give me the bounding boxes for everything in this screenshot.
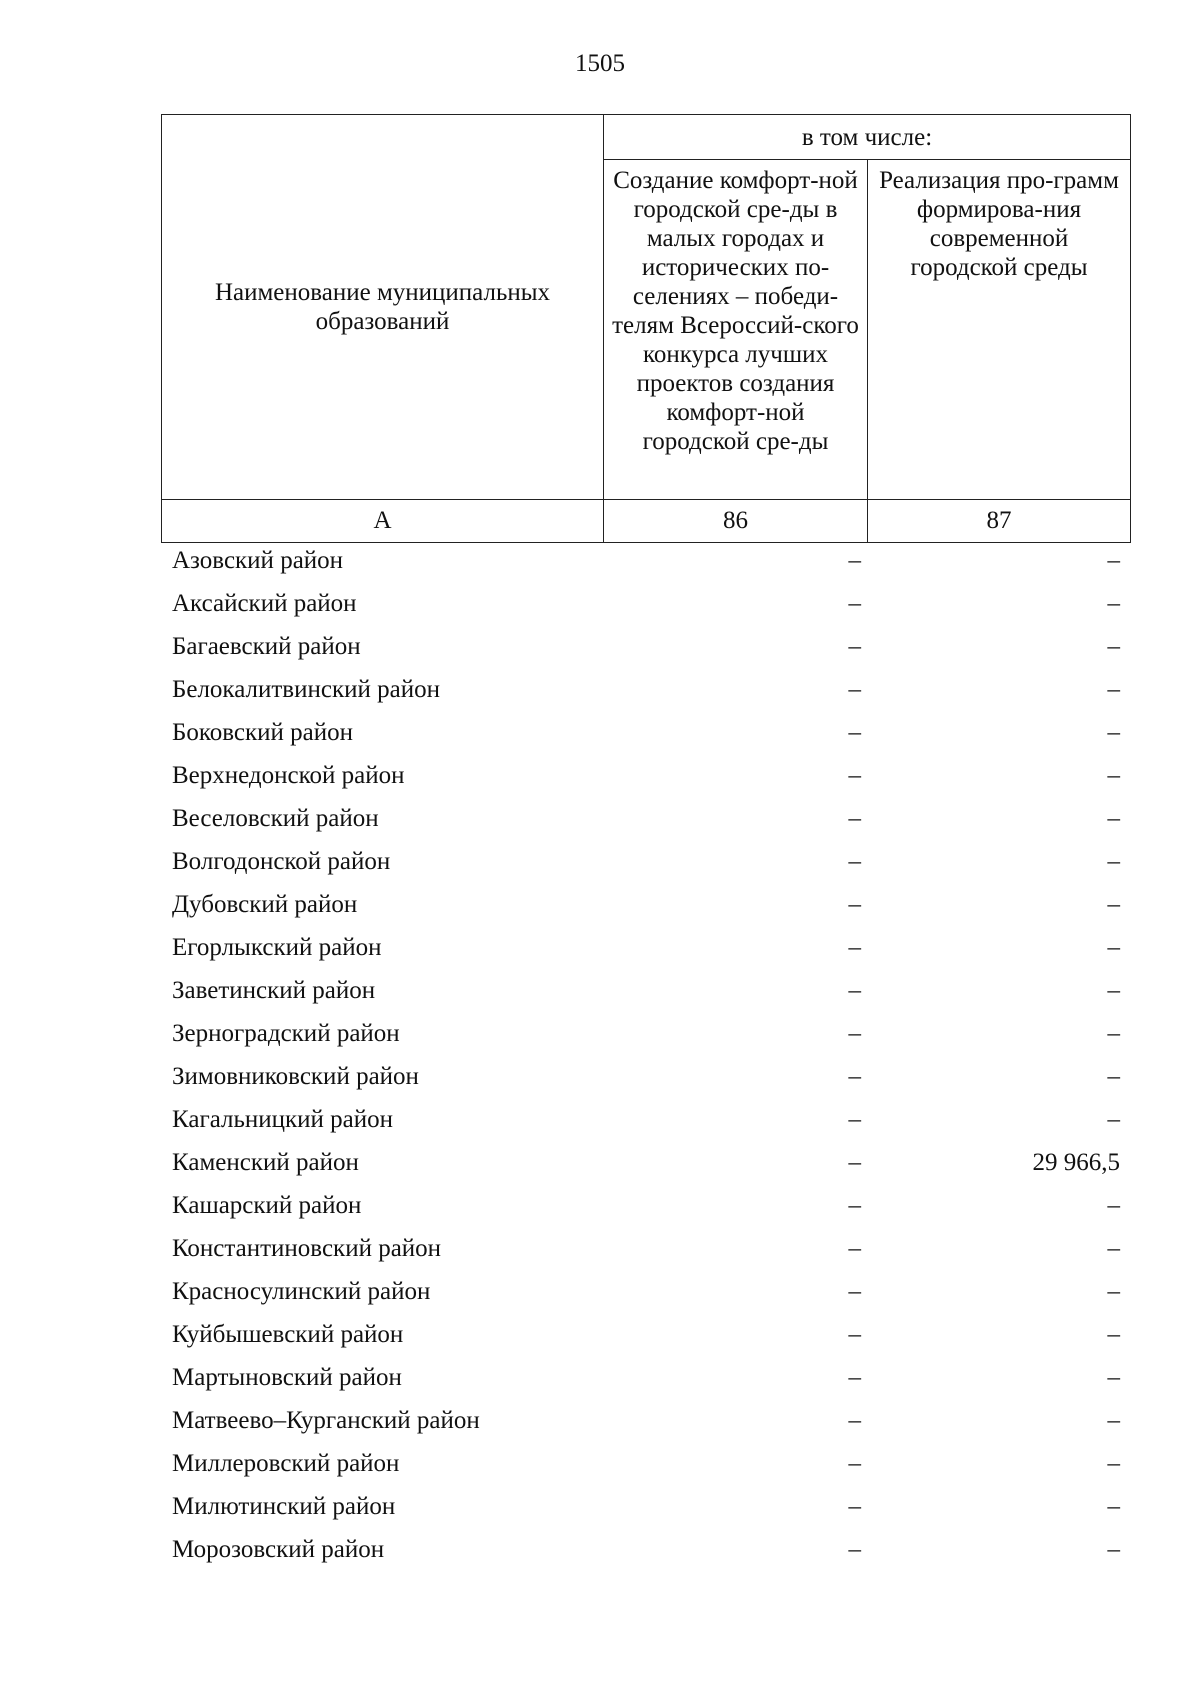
row-name: Мартыновский район [172,1364,402,1391]
row-name: Кашарский район [172,1192,362,1219]
table-row [161,1316,1130,1359]
row-value-87: – [1107,1063,1120,1090]
row-name: Миллеровский район [172,1450,400,1477]
row-value-86: – [848,934,861,961]
header-col-86-text: Создание комфорт-ной городской сре-ды в малых городах и исторических по-селениях – победи-телям Всероссий-ского конкурса лучших проектов создания комфорт-ной городской сре-ды [612,167,859,455]
row-value-86: – [848,977,861,1004]
table-row [161,1488,1130,1531]
header-code-86: 86 [604,500,868,543]
table-row [161,1230,1130,1273]
header-code-a: А [162,500,604,543]
row-value-86: – [848,1450,861,1477]
row-value-87: – [1107,719,1120,746]
table-row [161,1015,1130,1058]
table-row [161,972,1130,1015]
header-code-87: 87 [868,500,1131,543]
row-name: Зимовниковский район [172,1063,419,1090]
table-row [161,1187,1130,1230]
row-value-87: – [1107,805,1120,832]
row-value-86: – [848,848,861,875]
row-value-87: – [1107,1536,1120,1563]
table-row [161,1445,1130,1488]
row-name: Матвеево–Курганский район [172,1407,480,1434]
row-name: Дубовский район [172,891,358,918]
row-value-86: – [848,1235,861,1262]
row-value-87: – [1107,848,1120,875]
row-name: Куйбышевский район [172,1321,404,1348]
row-value-87: – [1107,1106,1120,1133]
table-row [161,1058,1130,1101]
row-name: Верхнедонской район [172,762,405,789]
table-row [161,929,1130,972]
row-value-87: – [1107,1235,1120,1262]
table-row [161,1531,1130,1574]
row-value-86: – [848,719,861,746]
row-value-87: – [1107,676,1120,703]
row-value-87: – [1107,590,1120,617]
header-col-86 [604,160,868,500]
row-name: Белокалитвинский район [172,676,440,703]
table-row [161,1273,1130,1316]
table-row [161,542,1130,585]
row-value-87: – [1107,1321,1120,1348]
header-group: в том числе: [604,115,1131,160]
row-value-86: – [848,1063,861,1090]
row-value-87: – [1107,1450,1120,1477]
row-value-86: – [848,1106,861,1133]
header-col-87-text: Реализация про-грамм формирова-ния современной городской среды [879,167,1119,281]
table-row [161,585,1130,628]
table-row [161,1144,1130,1187]
row-value-87: – [1107,547,1120,574]
table-body [161,542,1130,1574]
table-row [161,1402,1130,1445]
row-name: Азовский район [172,547,344,574]
row-value-86: – [848,1278,861,1305]
table-row [161,714,1130,757]
row-value-86: – [848,676,861,703]
row-value-87: – [1107,1407,1120,1434]
row-name: Милютинский район [172,1493,396,1520]
table-row [161,886,1130,929]
row-value-86: – [848,891,861,918]
row-name: Багаевский район [172,633,361,660]
table-row [161,1101,1130,1144]
row-name: Заветинский район [172,977,376,1004]
table-row [161,671,1130,714]
row-value-86: – [848,805,861,832]
row-name: Кагальницкий район [172,1106,394,1133]
table-header [161,114,1131,543]
row-name: Константиновский район [172,1235,442,1262]
row-name: Зерноградский район [172,1020,400,1047]
row-value-87: – [1107,1493,1120,1520]
table-row [161,757,1130,800]
row-name: Волгодонской район [172,848,391,875]
row-value-87: – [1107,1364,1120,1391]
header-name-column [162,115,604,500]
row-value-87: – [1107,934,1120,961]
row-value-86: – [848,1149,861,1176]
row-value-86: – [848,1321,861,1348]
row-value-86: – [848,1020,861,1047]
row-value-87: – [1107,977,1120,1004]
row-value-87: – [1107,633,1120,660]
row-value-87: – [1107,1192,1120,1219]
row-name: Морозовский район [172,1536,385,1563]
row-value-87: – [1107,1278,1120,1305]
row-value-86: – [848,1364,861,1391]
table-row [161,1359,1130,1402]
row-name: Красносулинский район [172,1278,431,1305]
row-value-87: 29 966,5 [1032,1149,1120,1176]
row-value-86: – [848,633,861,660]
row-value-87: – [1107,762,1120,789]
row-value-86: – [848,1536,861,1563]
row-name: Веселовский район [172,805,379,832]
row-name: Аксайский район [172,590,357,617]
row-value-86: – [848,1493,861,1520]
row-name: Боковский район [172,719,353,746]
row-name: Егорлыкский район [172,934,382,961]
row-value-87: – [1107,1020,1120,1047]
header-col-87 [868,160,1131,500]
row-name: Каменский район [172,1149,359,1176]
header-name-column-text: Наименование муниципальных образований [214,279,551,335]
row-value-87: – [1107,891,1120,918]
table-row [161,843,1130,886]
row-value-86: – [848,1407,861,1434]
table-row [161,800,1130,843]
row-value-86: – [848,590,861,617]
page-number: 1505 [575,50,625,77]
row-value-86: – [848,1192,861,1219]
row-value-86: – [848,762,861,789]
table-row [161,628,1130,671]
row-value-86: – [848,547,861,574]
